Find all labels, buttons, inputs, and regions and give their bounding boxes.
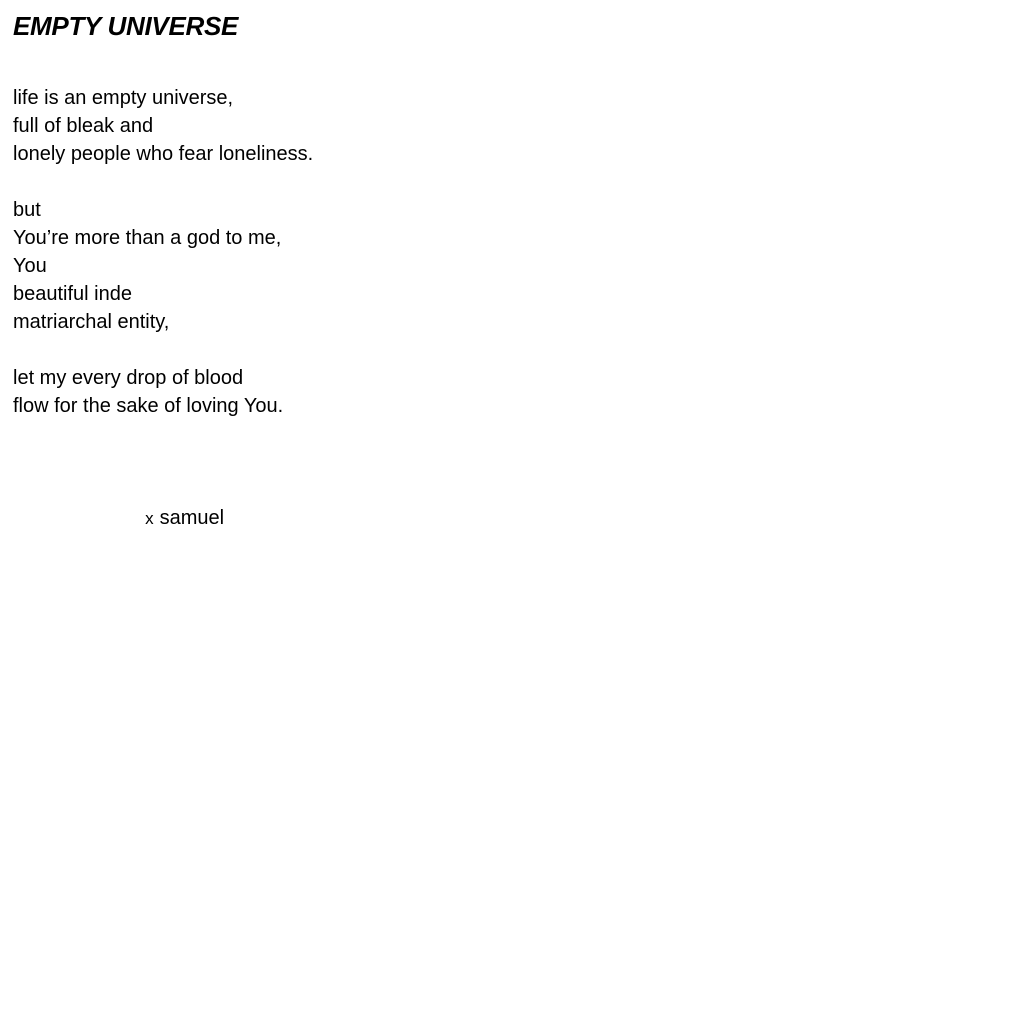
- poem-line: matriarchal entity,: [13, 311, 170, 333]
- poem-line: full of bleak and: [13, 115, 154, 137]
- poem-line: You: [13, 255, 47, 277]
- poem-body: [13, 84, 997, 420]
- poem-line: but: [13, 199, 41, 221]
- stanza-2: [13, 196, 997, 336]
- signature-mark: x: [145, 509, 154, 528]
- signature: [134, 476, 224, 533]
- poem-line: life is an empty universe,: [13, 87, 234, 109]
- signature-name: samuel: [159, 507, 225, 529]
- poem-line: flow for the sake of loving You.: [13, 395, 284, 417]
- stanza-1: [13, 84, 997, 168]
- poem-page: [13, 10, 997, 448]
- poem-line: lonely people who fear loneliness.: [13, 143, 314, 165]
- stanza-3: [13, 364, 997, 420]
- poem-line: You’re more than a god to me,: [13, 227, 282, 249]
- poem-line: let my every drop of blood: [13, 367, 244, 389]
- poem-title: EMPTY UNIVERSE: [13, 11, 239, 41]
- poem-line: beautiful inde: [13, 283, 132, 305]
